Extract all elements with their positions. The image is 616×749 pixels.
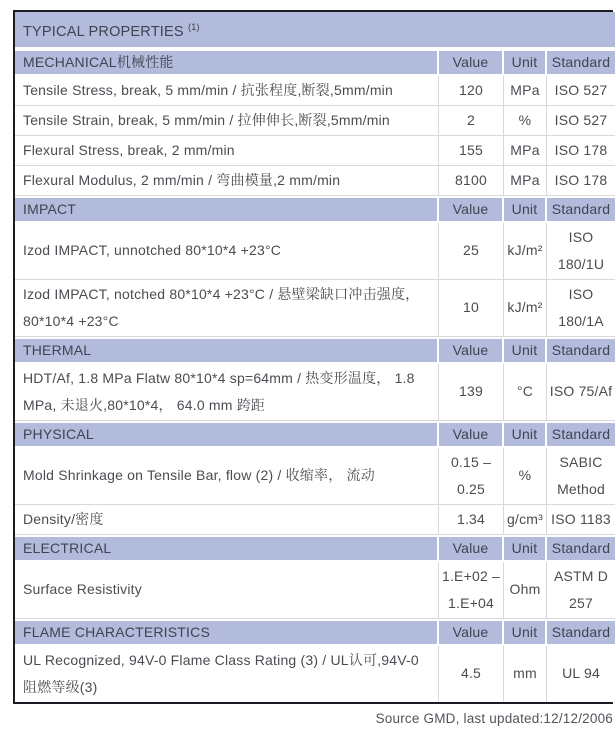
- typical-properties-table: [15, 12, 615, 702]
- property-cell: Flexural Stress, break, 2 mm/min: [15, 136, 439, 166]
- column-header-unit: Unit: [504, 535, 547, 562]
- section-header-physical: [15, 421, 615, 448]
- typical-properties-table-wrap: [13, 10, 613, 704]
- property-row: [15, 223, 615, 280]
- table-title-cell: [15, 12, 615, 49]
- property-cell: Density/密度: [15, 505, 439, 535]
- source-note: Source GMD, last updated:12/12/2006: [375, 710, 613, 726]
- standard-cell: ISO 75/Af: [547, 364, 615, 421]
- unit-cell: MPa: [504, 76, 547, 106]
- value-cell: 10: [439, 280, 504, 337]
- property-cell: Flexural Modulus, 2 mm/min / 弯曲模量,2 mm/min: [15, 166, 439, 196]
- column-header-standard: Standard: [547, 196, 615, 223]
- property-cell: HDT/Af, 1.8 MPa Flatw 80*10*4 sp=64mm / 热变形温度， 1.8 MPa, 未退火,80*10*4， 64.0 mm 跨距: [15, 364, 439, 421]
- datasheet-page: [0, 10, 616, 749]
- section-title: ELECTRICAL: [15, 535, 439, 562]
- standard-cell: UL 94: [547, 646, 615, 702]
- unit-cell: %: [504, 106, 547, 136]
- section-title: MECHANICAL机械性能: [15, 49, 439, 76]
- table-title-footnote-marker: (1): [187, 22, 200, 33]
- section-title: IMPACT: [15, 196, 439, 223]
- column-header-unit: Unit: [504, 619, 547, 646]
- value-cell: 120: [439, 76, 504, 106]
- unit-cell: mm: [504, 646, 547, 702]
- standard-cell: ISO 178: [547, 136, 615, 166]
- property-row: [15, 136, 615, 166]
- property-cell: UL Recognized, 94V-0 Flame Class Rating (3) / UL认可,94V-0 阻燃等级(3): [15, 646, 439, 702]
- column-header-value: Value: [439, 196, 504, 223]
- unit-cell: kJ/m²: [504, 280, 547, 337]
- table-title: TYPICAL PROPERTIES: [23, 23, 184, 40]
- unit-cell: MPa: [504, 136, 547, 166]
- value-cell: 2: [439, 106, 504, 136]
- section-title: PHYSICAL: [15, 421, 439, 448]
- unit-cell: kJ/m²: [504, 223, 547, 280]
- property-row: [15, 76, 615, 106]
- property-row: [15, 562, 615, 619]
- value-cell: 0.15 – 0.25: [439, 448, 504, 505]
- column-header-standard: Standard: [547, 49, 615, 76]
- standard-cell: ASTM D 257: [547, 562, 615, 619]
- column-header-value: Value: [439, 535, 504, 562]
- value-cell: 8100: [439, 166, 504, 196]
- property-row: [15, 280, 615, 337]
- value-cell: 139: [439, 364, 504, 421]
- unit-cell: °C: [504, 364, 547, 421]
- column-header-standard: Standard: [547, 535, 615, 562]
- property-cell: Surface Resistivity: [15, 562, 439, 619]
- section-header-flame: [15, 619, 615, 646]
- standard-cell: ISO 180/1A: [547, 280, 615, 337]
- property-row: [15, 364, 615, 421]
- property-cell: Tensile Strain, break, 5 mm/min / 拉伸伸长,断裂,5mm/min: [15, 106, 439, 136]
- property-row: [15, 646, 615, 702]
- column-header-value: Value: [439, 421, 504, 448]
- value-cell: 1.34: [439, 505, 504, 535]
- table-title-row: [15, 12, 615, 49]
- column-header-standard: Standard: [547, 337, 615, 364]
- standard-cell: ISO 180/1U: [547, 223, 615, 280]
- column-header-unit: Unit: [504, 49, 547, 76]
- standard-cell: ISO 178: [547, 166, 615, 196]
- unit-cell: MPa: [504, 166, 547, 196]
- standard-cell: ISO 1183: [547, 505, 615, 535]
- property-cell: Izod IMPACT, notched 80*10*4 +23°C / 悬壁梁缺口冲击强度，80*10*4 +23°C: [15, 280, 439, 337]
- unit-cell: g/cm³: [504, 505, 547, 535]
- property-row: [15, 106, 615, 136]
- section-header-impact: [15, 196, 615, 223]
- column-header-unit: Unit: [504, 196, 547, 223]
- section-header-thermal: [15, 337, 615, 364]
- value-cell: 155: [439, 136, 504, 166]
- standard-cell: SABIC Method: [547, 448, 615, 505]
- column-header-value: Value: [439, 337, 504, 364]
- property-cell: Izod IMPACT, unnotched 80*10*4 +23°C: [15, 223, 439, 280]
- column-header-value: Value: [439, 49, 504, 76]
- section-title: THERMAL: [15, 337, 439, 364]
- section-header-mechanical: [15, 49, 615, 76]
- property-cell: Mold Shrinkage on Tensile Bar, flow (2) / 收缩率， 流动: [15, 448, 439, 505]
- column-header-unit: Unit: [504, 421, 547, 448]
- property-row: [15, 505, 615, 535]
- unit-cell: %: [504, 448, 547, 505]
- column-header-unit: Unit: [504, 337, 547, 364]
- property-row: [15, 448, 615, 505]
- column-header-value: Value: [439, 619, 504, 646]
- value-cell: 25: [439, 223, 504, 280]
- section-title: FLAME CHARACTERISTICS: [15, 619, 439, 646]
- standard-cell: ISO 527: [547, 106, 615, 136]
- standard-cell: ISO 527: [547, 76, 615, 106]
- property-row: [15, 166, 615, 196]
- column-header-standard: Standard: [547, 421, 615, 448]
- value-cell: 1.E+02 – 1.E+04: [439, 562, 504, 619]
- value-cell: 4.5: [439, 646, 504, 702]
- section-header-electrical: [15, 535, 615, 562]
- property-cell: Tensile Stress, break, 5 mm/min / 抗张程度,断裂,5mm/min: [15, 76, 439, 106]
- unit-cell: Ohm: [504, 562, 547, 619]
- column-header-standard: Standard: [547, 619, 615, 646]
